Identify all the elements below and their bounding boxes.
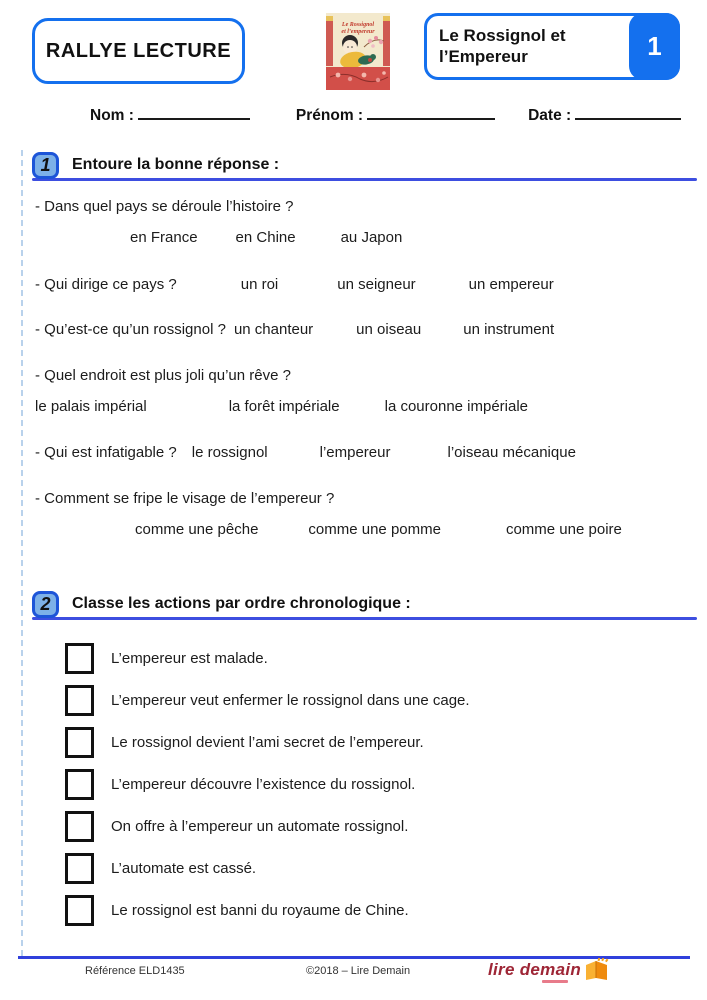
book-title-box (424, 13, 680, 80)
answer-option[interactable]: un instrument (463, 321, 555, 338)
question-2-row (35, 276, 554, 293)
sheet-number: 1 (647, 31, 662, 61)
reference-code: Référence ELD1435 (85, 965, 185, 977)
banner-label: RALLYE LECTURE (45, 39, 232, 62)
left-margin-guide (21, 150, 23, 956)
answer-option[interactable]: au Japon (340, 229, 403, 246)
checklist-row (65, 727, 470, 758)
prenom-label: Prénom : (295, 107, 364, 124)
checklist-row (65, 853, 470, 884)
checklist-item-label: Le rossignol est banni du royaume de Chine. (111, 902, 409, 919)
section1-number: 1 (40, 155, 51, 175)
logo-wordmark: lire demain (488, 959, 582, 979)
prenom-input-line[interactable] (367, 106, 495, 120)
question-2: - Qui dirige ce pays ? (35, 276, 177, 293)
section1-rule (32, 178, 697, 181)
section2-rule (32, 617, 697, 620)
nom-label: Nom : (90, 107, 134, 124)
copyright-text: ©2018 – Lire Demain (306, 965, 411, 977)
checklist-item-label: L’empereur découvre l’existence du rossignol. (111, 776, 416, 793)
order-checkbox[interactable] (65, 853, 94, 884)
checklist-item-label: L’automate est cassé. (111, 860, 257, 877)
answer-option[interactable]: en Chine (235, 229, 296, 246)
cover-title-line2: et l’empereur (341, 29, 375, 35)
question-5-row (35, 444, 576, 461)
question-4: - Quel endroit est plus joli qu’un rêve ? (35, 367, 291, 384)
nom-input-line[interactable] (138, 106, 250, 120)
answer-option[interactable]: en France (130, 229, 198, 246)
checklist-item-label: On offre à l’empereur un automate rossignol. (111, 818, 409, 835)
rallye-lecture-banner (32, 18, 245, 84)
checklist-item-label: L’empereur veut enfermer le rossignol dans une cage. (111, 692, 470, 709)
answer-option[interactable]: la couronne impériale (384, 398, 529, 415)
answer-option[interactable]: un empereur (468, 276, 554, 293)
answer-option[interactable]: la forêt impériale (228, 398, 340, 415)
question-1: - Dans quel pays se déroule l’histoire ? (35, 198, 294, 215)
cover-title-line1: Le Rossignol (341, 22, 375, 28)
lire-demain-logo (488, 958, 610, 981)
checklist-row (65, 769, 470, 800)
answer-option[interactable]: un chanteur (233, 321, 314, 338)
section2-number-badge (32, 591, 59, 618)
answer-option[interactable]: l’empereur (319, 444, 391, 461)
section1-number-badge (32, 152, 59, 179)
open-book-icon (584, 958, 610, 981)
answer-option[interactable]: le rossignol (191, 444, 268, 461)
section1-title: Entoure la bonne réponse : (72, 156, 280, 173)
logo-tagline-mark (542, 980, 568, 983)
checklist-row (65, 643, 470, 674)
date-label: Date : (528, 107, 572, 124)
section2-number: 2 (40, 594, 51, 614)
order-checkbox[interactable] (65, 811, 94, 842)
order-checkbox[interactable] (65, 685, 94, 716)
book-title: Le Rossignol et l’Empereur (439, 26, 566, 66)
order-checkbox[interactable] (65, 895, 94, 926)
answer-option[interactable]: un seigneur (337, 276, 416, 293)
book-cover-image (326, 13, 390, 90)
order-checkbox[interactable] (65, 769, 94, 800)
question-3-row (35, 321, 554, 338)
checklist-row (65, 811, 470, 842)
question-3: - Qu’est-ce qu’un rossignol ? (35, 321, 226, 338)
checklist-row (65, 685, 470, 716)
answer-option[interactable]: comme une pêche (135, 521, 259, 538)
answer-option[interactable]: comme une pomme (308, 521, 441, 538)
question-1-options (130, 229, 402, 246)
order-checkbox[interactable] (65, 643, 94, 674)
section2-title: Classe les actions par ordre chronologique : (72, 595, 411, 612)
student-info-row (90, 106, 681, 125)
order-checkbox[interactable] (65, 727, 94, 758)
question-6-options (135, 521, 622, 538)
answer-option[interactable]: le palais impérial (35, 398, 147, 415)
checklist-item-label: L’empereur est malade. (111, 650, 268, 667)
question-4-options (35, 398, 528, 415)
answer-option[interactable]: un oiseau (356, 321, 422, 338)
date-input-line[interactable] (575, 106, 681, 120)
answer-option[interactable]: l’oiseau mécanique (447, 444, 576, 461)
chronology-checklist (65, 643, 470, 937)
question-5: - Qui est infatigable ? (35, 444, 177, 461)
answer-option[interactable]: un roi (240, 276, 279, 293)
question-6: - Comment se fripe le visage de l’empereur ? (35, 490, 335, 507)
sheet-number-tab (629, 13, 680, 80)
checklist-item-label: Le rossignol devient l’ami secret de l’empereur. (111, 734, 424, 751)
answer-option[interactable]: comme une poire (505, 521, 622, 538)
checklist-row (65, 895, 470, 926)
